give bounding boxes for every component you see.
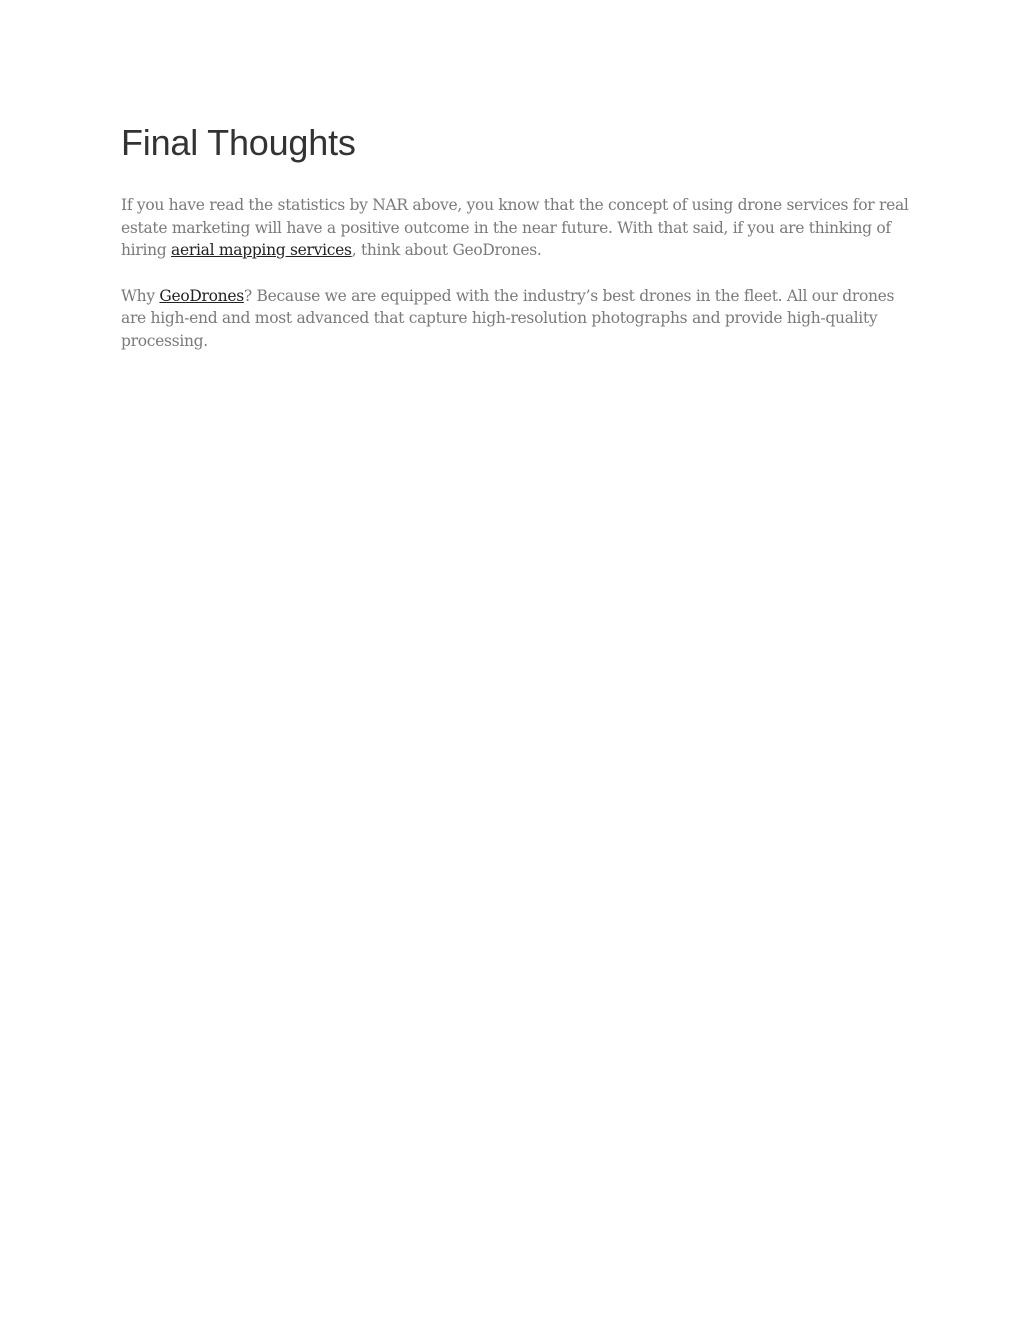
document-content [121,120,911,352]
page-title: Final Thoughts [121,122,356,163]
paragraph-why-geodrones [121,285,911,353]
aerial-mapping-services-link[interactable]: aerial mapping services [171,241,352,259]
paragraph-text: If you have read the statistics by NAR above, you know that the concept of using drone services for real estate marketing will have a positive outcome in the near future. With that said, if you are thinking of hiring [121,196,909,259]
paragraph-text: , think about GeoDrones. [351,241,542,259]
paragraph-text: ? Because we are equipped with the industry’s best drones in the fleet. All our drones are high-end and most advanced that capture high-resolution photographs and provide high-quality processing. [121,286,895,350]
paragraph-text: Why [121,286,160,305]
geodrones-link[interactable]: GeoDrones [159,286,244,305]
paragraph-final-thoughts [121,194,911,262]
